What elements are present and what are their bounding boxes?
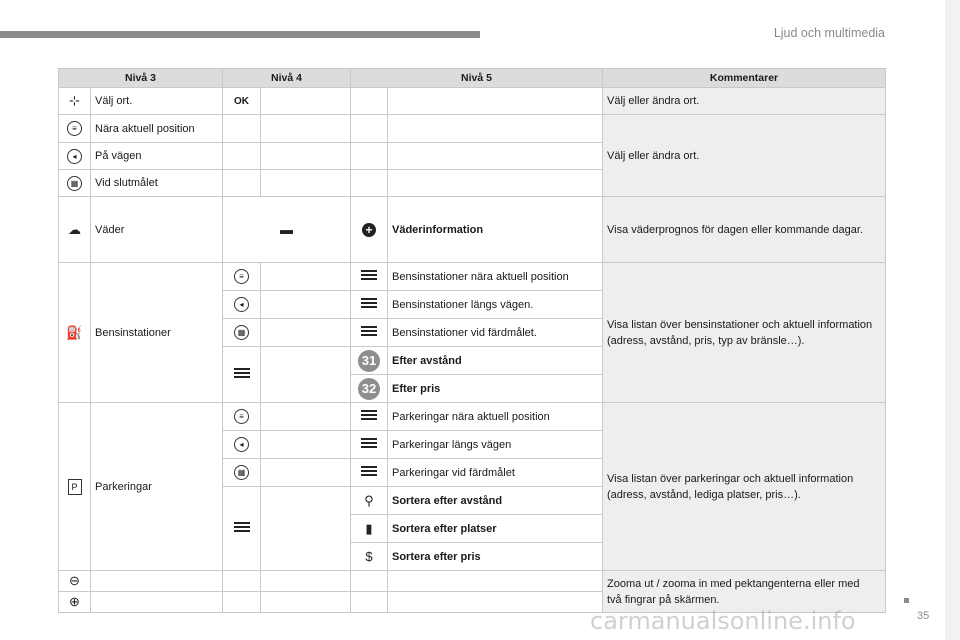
- row-comment: Välj eller ändra ort.: [603, 115, 886, 197]
- row-label: Parkeringar: [91, 403, 223, 571]
- col-header-level4: Nivå 4: [223, 69, 351, 88]
- near-position-icon[interactable]: ≡: [223, 403, 261, 431]
- row-comment: Visa listan över bensinstationer och aktuell information (adress, avstånd, pris, typ av bränsle…).: [603, 263, 886, 403]
- page-number: 35: [917, 610, 930, 622]
- row-level5: Sortera efter avstånd: [388, 487, 603, 515]
- list-icon[interactable]: [351, 291, 388, 319]
- ok-button[interactable]: [223, 88, 261, 115]
- table-row: [59, 571, 886, 592]
- row-level5: Parkeringar nära aktuell position: [388, 403, 603, 431]
- row-level5: Bensinstationer längs vägen.: [388, 291, 603, 319]
- ok-label: OK: [234, 96, 249, 107]
- along-route-icon[interactable]: ◂: [223, 291, 261, 319]
- zoom-out-icon[interactable]: ⊖: [59, 571, 91, 592]
- table-row: [59, 263, 886, 291]
- list-icon[interactable]: [351, 263, 388, 291]
- slider-icon[interactable]: ▬: [223, 197, 351, 263]
- col-header-level3: Nivå 3: [59, 69, 223, 88]
- col-header-comments: Kommentarer: [603, 69, 886, 88]
- near-position-icon[interactable]: ≡: [223, 263, 261, 291]
- list-icon[interactable]: [351, 403, 388, 431]
- table-row: [59, 88, 886, 115]
- row-label: Bensinstationer: [91, 263, 223, 403]
- table-row: [59, 403, 886, 431]
- row-level5: Sortera efter platser: [388, 515, 603, 543]
- price-sort-icon[interactable]: $: [351, 543, 388, 571]
- row-level5: Efter pris: [388, 375, 603, 403]
- table-row: [59, 115, 886, 143]
- distance-sort-icon[interactable]: ⚲: [351, 487, 388, 515]
- watermark: carmanualsonline.info: [590, 607, 856, 635]
- sort-list-icon[interactable]: [223, 347, 261, 403]
- row-comment: Zooma ut / zooma in med pektangenterna eller med två fingrar på skärmen.: [603, 571, 886, 613]
- row-level5: Parkeringar längs vägen: [388, 431, 603, 459]
- weather-icon: ☁: [59, 197, 91, 263]
- row-label: Nära aktuell position: [91, 115, 223, 143]
- destination-icon[interactable]: ▦: [223, 319, 261, 347]
- destination-icon[interactable]: ▦: [223, 459, 261, 487]
- row-level5: Bensinstationer nära aktuell position: [388, 263, 603, 291]
- along-route-icon[interactable]: ◂: [223, 431, 261, 459]
- callout-badge-31: 31: [351, 347, 388, 375]
- list-icon[interactable]: [351, 459, 388, 487]
- fuel-pump-icon: ⛽: [59, 263, 91, 403]
- list-icon[interactable]: [351, 319, 388, 347]
- row-label: Väder: [91, 197, 223, 263]
- row-comment: Visa listan över parkeringar och aktuell information (adress, avstånd, lediga platser, pris…).: [603, 403, 886, 571]
- table-row: [59, 197, 886, 263]
- row-level5: Parkeringar vid färdmålet: [388, 459, 603, 487]
- row-label: Vid slutmålet: [91, 170, 223, 197]
- section-title: Ljud och multimedia: [773, 26, 885, 40]
- zoom-in-icon[interactable]: ⊕: [59, 592, 91, 613]
- table-header-row: [59, 69, 886, 88]
- near-position-icon: ≡: [59, 115, 91, 143]
- add-icon[interactable]: +: [351, 197, 388, 263]
- city-select-icon: ⊹: [59, 88, 91, 115]
- page-edge-strip: [945, 0, 960, 640]
- row-label: Välj ort.: [91, 88, 223, 115]
- callout-badge-32: 32: [351, 375, 388, 403]
- row-level5: Väderinformation: [388, 197, 603, 263]
- row-comment: Visa väderprognos för dagen eller kommande dagar.: [603, 197, 886, 263]
- col-header-level5: Nivå 5: [351, 69, 603, 88]
- sort-list-icon[interactable]: [223, 487, 261, 571]
- along-route-icon: ◂: [59, 143, 91, 170]
- row-level5: Efter avstånd: [388, 347, 603, 375]
- menu-table: [58, 68, 886, 613]
- row-comment: Välj eller ändra ort.: [603, 88, 886, 115]
- parking-icon: P: [59, 403, 91, 571]
- header-bar: [0, 31, 480, 38]
- row-label: På vägen: [91, 143, 223, 170]
- row-level5: Bensinstationer vid färdmålet.: [388, 319, 603, 347]
- row-level5: Sortera efter pris: [388, 543, 603, 571]
- destination-icon: ▦: [59, 170, 91, 197]
- spaces-sort-icon[interactable]: ▮: [351, 515, 388, 543]
- list-icon[interactable]: [351, 431, 388, 459]
- page-marker: [904, 598, 909, 603]
